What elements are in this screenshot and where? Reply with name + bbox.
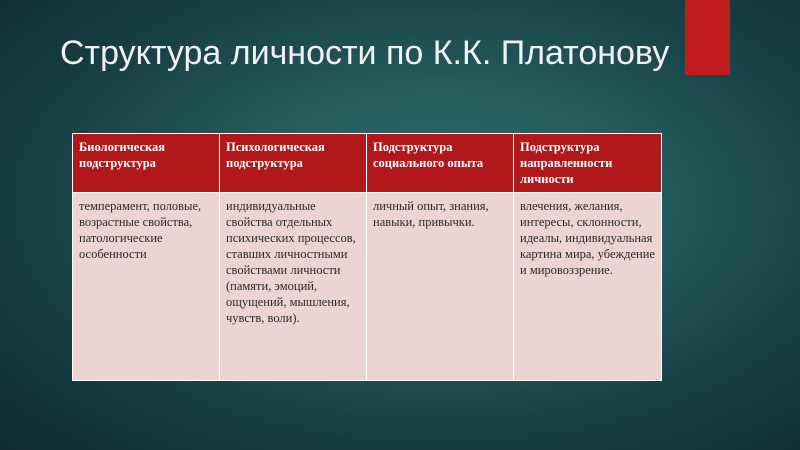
table-header-row	[73, 134, 662, 193]
cell-psychological-text: индивидуальные свойства отдельных психических процессов, ставших личностными свойствами личности (памяти, эмоций, ощущений, мышления, чувств, воли).	[226, 199, 356, 325]
cell-orientation	[514, 193, 662, 381]
cell-social-experience-text: личный опыт, знания, навыки, привычки.	[373, 199, 489, 229]
cell-orientation-text: влечения, желания, интересы, склонности, идеалы, индивидуальная картина мира, убеждение и мировоззрение.	[520, 199, 655, 277]
header-biological: Биологическая подструктура	[73, 134, 220, 193]
accent-block	[685, 0, 730, 75]
structure-table	[72, 133, 662, 381]
header-orientation: Подструктура направленности личности	[514, 134, 662, 193]
cell-psychological	[220, 193, 367, 381]
cell-biological-text: темперамент, половые, возрастные свойства, патологические особенности	[79, 199, 202, 261]
table-row	[73, 193, 662, 381]
cell-biological	[73, 193, 220, 381]
cell-social-experience	[367, 193, 514, 381]
slide-title: Структура личности по К.К. Платонову	[60, 34, 670, 72]
header-psychological: Психологическая подструктура	[220, 134, 367, 193]
header-social-experience: Подструктура социального опыта	[367, 134, 514, 193]
